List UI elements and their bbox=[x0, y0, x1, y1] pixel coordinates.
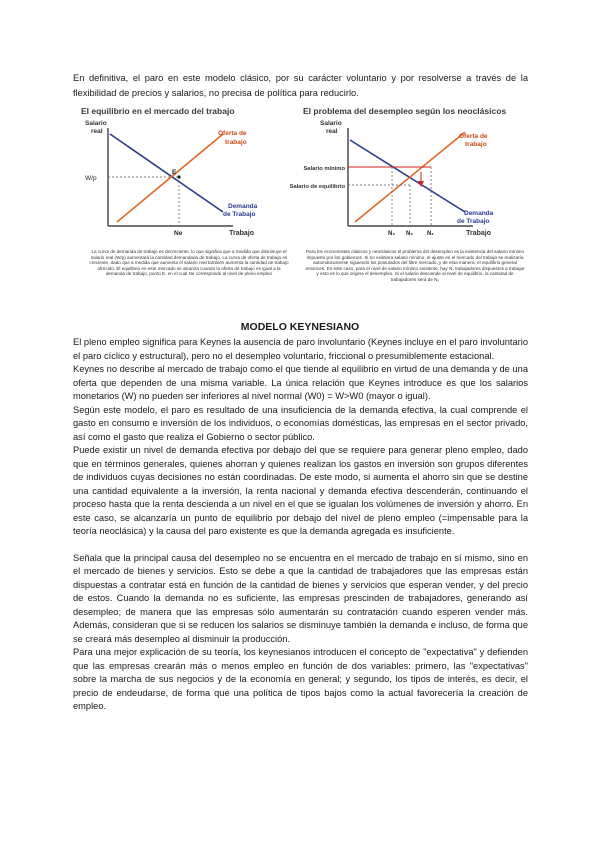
right-tick-n1: N₁ bbox=[427, 231, 434, 237]
right-tick-n2: N₂ bbox=[388, 231, 395, 237]
intro-paragraph: En definitiva, el paro en este modelo clásico, por su carácter voluntario y por resolverse a través de la flexibilidad de precios y salarios, no precisa de política para reducirlo. bbox=[73, 73, 528, 98]
left-ylabel-1: Salario bbox=[85, 120, 107, 127]
right-supply-label-1: Oferta de bbox=[459, 133, 488, 140]
paragraph: El pleno empleo significa para Keynes la ausencia de paro involuntario (Keynes incluye en el paro involuntario el paro cíclico y estructural), pero no el desempleo voluntario, friccional o presumiblemente estacional. bbox=[73, 337, 528, 361]
paragraph: Keynes no describe al mercado de trabajo como el que tiende al equilibrio en virtud de una demanda y de una oferta que dependen de una misma variable. La única relación que Keynes introduce es que los salarios monetarios (W) no pueden ser inferiores al nivel normal (W0) = W>W0 (mayor o igual). bbox=[73, 364, 528, 401]
left-graph-caption: La curva de demanda de trabajo es decreciente, lo que significa que a medida que disminuye el salario real (W/p) aumentará la cantidad demandada de trabajo. La curva de oferta de trabajo es creciente, dado que a medida que aumenta el salario real también aumenta la cantidad de trabajo ofrecido. El equilibrio en este mercado se alcanza cuando la oferta de trabajo es igual a la demanda de trabajo, punto E, en el cual Ne corresponde al nivel de pleno empleo bbox=[89, 249, 289, 277]
left-ylabel-2: real bbox=[91, 128, 103, 135]
right-xlabel: Trabajo bbox=[466, 230, 491, 237]
left-demand-label-2: de Trabajo bbox=[223, 211, 256, 218]
section-title: MODELO KEYNESIANO bbox=[240, 321, 360, 333]
left-equilibrium-point bbox=[177, 175, 180, 178]
figure-graphs bbox=[73, 104, 528, 249]
right-ylabel-1: Salario bbox=[320, 120, 342, 127]
right-demand-curve bbox=[350, 140, 465, 212]
right-graph-title: El problema del desempleo según los neoclásicos bbox=[303, 106, 507, 116]
left-graph bbox=[81, 106, 258, 237]
body-text bbox=[73, 336, 528, 714]
right-supply-label-2: trabajo bbox=[465, 141, 487, 148]
right-graph bbox=[290, 106, 507, 237]
left-supply-label-1: Oferta de bbox=[218, 130, 247, 137]
right-min-wage-label: Salario mínimo bbox=[303, 166, 345, 172]
labor-market-figure bbox=[73, 104, 528, 304]
left-wage-label: W/p bbox=[85, 175, 97, 182]
left-xlabel: Trabajo bbox=[229, 230, 254, 237]
left-graph-title: El equilibrio en el mercado del trabajo bbox=[81, 106, 235, 116]
left-qty-label: Ne bbox=[174, 230, 183, 237]
left-demand-label-1: Demanda bbox=[228, 203, 258, 210]
right-graph-caption: Para los economistas clásicos y neoclásicos el problema del desempleo es la existencia del salario mínimo impuesto por los gobiernos. Si no existiera salario mínimo, el ajuste en el mercado del trabajo se realizaría automáticamente siguiendo los postulados del libre mercado, y de esta manera: el equilibrio general entonces. En este caso, para el nivel de salario mínimo existente, hay N₁ trabajadores dispuestos a trabajar y esto es lo que origina el desempleo. Si el salario desciende al nivel de equilibrio, la cantidad de trabajadores será de N₀ bbox=[305, 249, 525, 282]
right-tick-n0: N₀ bbox=[406, 231, 414, 237]
paragraph: Puede existir un nivel de demanda efectiva por debajo del que se requiere para generar pleno empleo, dado que en términos generales, quienes ahorran y quienes realizan los gastos en inversión son grupos diferentes de individuos cuyas decisiones no están coordinadas. De este modo, si aumenta el ahorro sin que se destine una cantidad equivalente a la inversión, la renta nacional y demanda efectiva descenderán, continuando el proceso hasta que la renta descienda a un nivel en el que se igualan los volúmenes de inversión y ahorro. En este caso, se alcanzaría un punto de equilibrio por debajo del nivel de pleno empleo (=impensable para la teoría neoclásica) y la causa del paro existente es que la demanda agregada es insuficiente. bbox=[73, 445, 528, 536]
right-supply-curve bbox=[355, 132, 465, 222]
left-demand-curve bbox=[110, 134, 223, 212]
paragraph: Según este modelo, el paro es resultado de una insuficiencia de la demanda efectiva, la cual comprende el gasto en consumo e inversión de los individuos, o economías domésticas, las empresas en el sector privado, así como el gasto que realiza el Gobierno o sector público. bbox=[73, 404, 528, 442]
right-ylabel-2: real bbox=[326, 128, 338, 135]
right-eq-wage-label: Salario de equilibrio bbox=[289, 184, 345, 190]
left-supply-curve bbox=[117, 134, 223, 222]
paragraph: Señala que la principal causa del desempleo no se encuentra en el mercado de trabajo en sí mismo, sino en el mercado de bienes y servicios. Esto se debe a que la cantidad de trabajadores que las empresas están dispuestas a contratar está en función de la cantidad de bienes y servicios que esperan vender, y del precio de estos. Cuando la demanda no es suficiente, las empresas prescinden de trabajadores, generando así desempleo; de manera que las empresas sólo aumentarán su contratación cuando esperen vender más. Además, consideran que si se reducen los salarios se disminuye también la demanda e incluso, de forma que se creará más desempleo al disminuir la producción. bbox=[73, 552, 528, 644]
paragraph: Para una mejor explicación de su teoría, los keynesianos introducen el concepto de "expectativa" y defienden que las empresas crearán más o menos empleo en función de dos variables: primero, las "expectativas" sobre la marcha de sus negocios y de la economía en general; y segundo, los tipos de interés, es decir, el precio de endeudarse, de forma que una política de tipos bajos como la actual favorecería la creación de empleo. bbox=[73, 647, 528, 711]
right-demand-label-1: Demanda bbox=[464, 210, 494, 217]
left-supply-label-2: trabajo bbox=[225, 139, 247, 146]
left-eq-label: E bbox=[172, 169, 177, 176]
right-demand-label-2: de Trabajo bbox=[457, 218, 490, 225]
